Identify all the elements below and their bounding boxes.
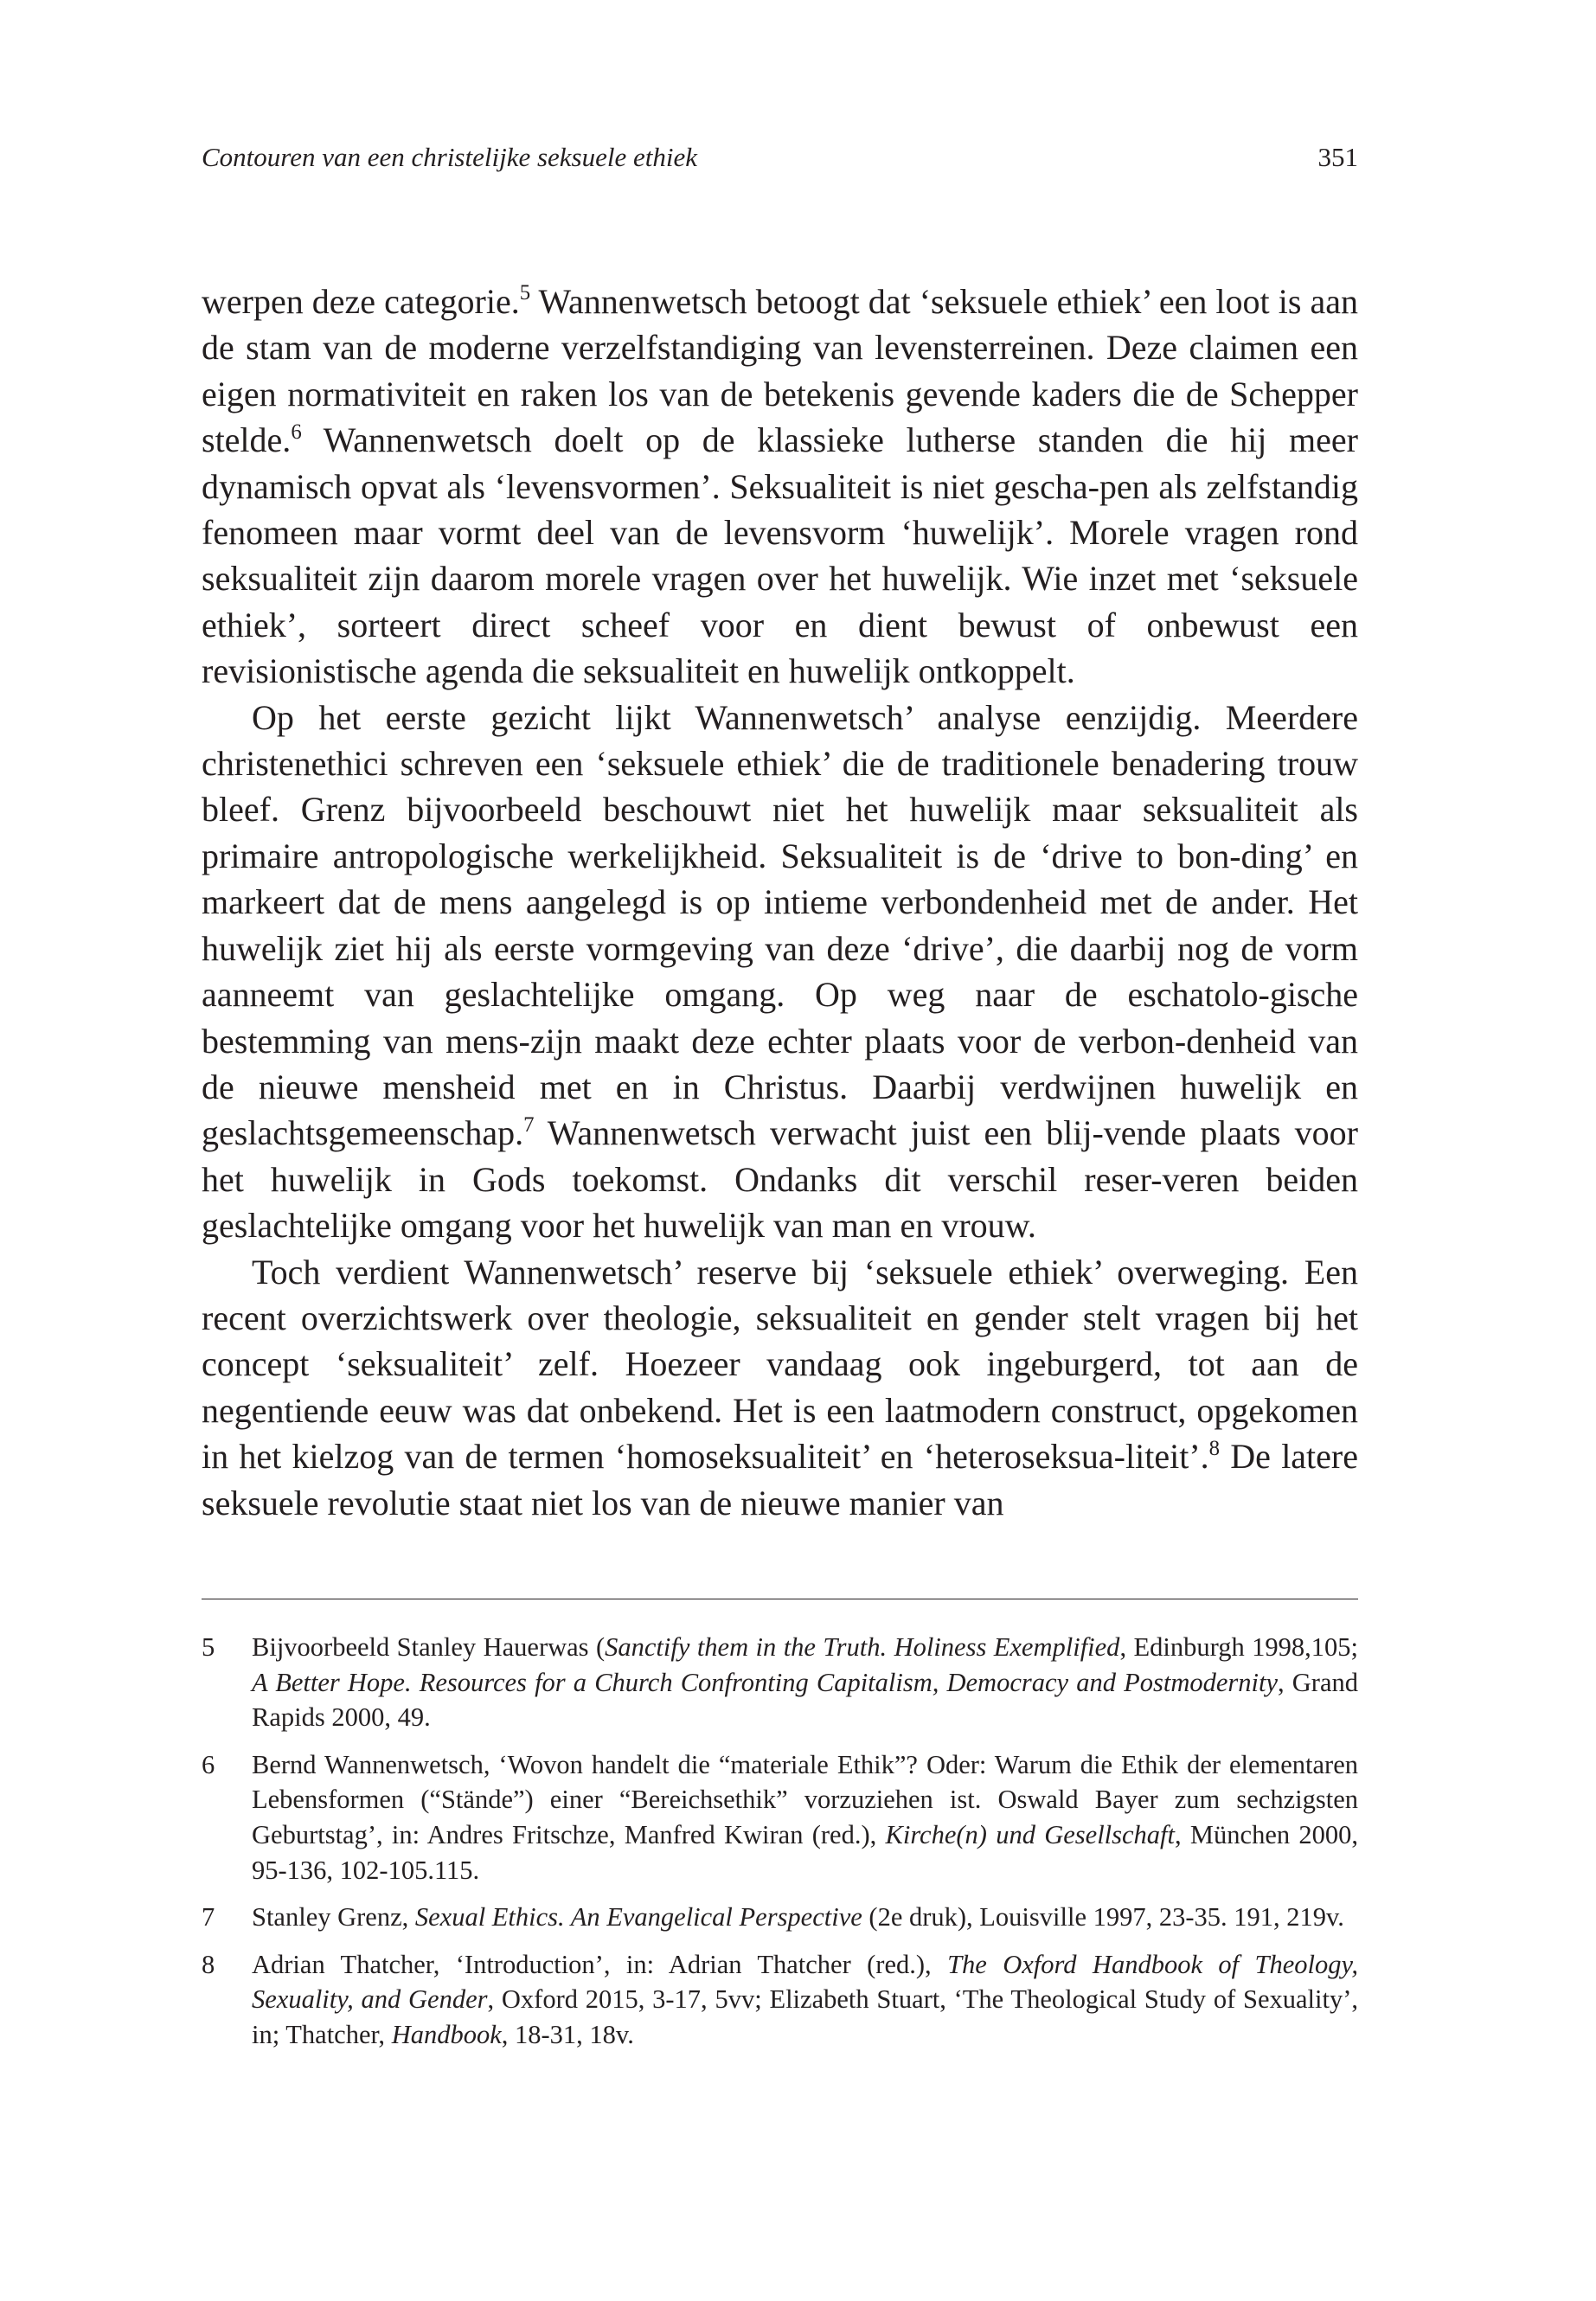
text-run: vende plaats voor het huwelijk in Gods toekomst. Ondanks dit verschil reser- [202,1113,1358,1199]
text-run: Wannenwetsch doelt op de klassieke lutherse standen die hij meer dynamisch opvat als ‘levensvormen’. Seksualiteit is niet gescha- [202,420,1358,506]
footnote-ref-5[interactable]: 5 [519,281,531,305]
text-run: gische bestemming van mens-zijn maakt deze echter plaats voor de verbon- [202,975,1358,1061]
footnote-ref-8[interactable]: 8 [1208,1436,1221,1460]
text-run: Wannenwetsch betoogt dat ‘seksuele ethiek’ een loot is aan de stam van de moderne verzelfstandiging van levensterreinen. Deze claimen een eigen normativiteit en raken los van de betekenis gevende kaders die de Schepper stelde. [202,282,1358,460]
footnote-text [252,1747,1358,1888]
text-run: Stanley Grenz, [252,1902,415,1932]
footnotes [202,1630,1358,2065]
text-run: pen als zelfstandig fenomeen maar vormt deel van de levensvorm ‘huwelijk’. Morele vragen rond seksualiteit zijn daarom morele vragen over het huwelijk. Wie inzet met ‘seksuele ethiek’, sorteert direct scheef voor en dient bewust of onbewust een revisionistische agenda die seksualiteit en huwelijk ontkoppelt. [202,466,1358,691]
text-run: , Oxford 2015, 3-17, 5vv; Elizabeth Stuart, ‘The Theological Study of Sexuality’, in; Thatcher, [252,1984,1358,2049]
text-run: Toch verdient Wannenwetsch’ reserve bij ‘seksuele ethiek’ overweging. Een recent overzichtswerk over theologie, seksualiteit en gender stelt vragen bij het concept ‘seksualiteit’ zelf. Hoezeer vandaag ook ingeburgerd, tot aan de negentiende eeuw was dat onbekend. Het is een laatmodern construct, opgekomen in het kielzog van de termen ‘homoseksualiteit’ en ‘heteroseksua- [202,1252,1358,1477]
text-run: ding’ en markeert dat de mens aangelegd is op intieme verbondenheid met de ander. Het huwelijk ziet hij als eerste vormgeving van deze ‘drive’, die daarbij nog de vorm aanneemt van geslachtelijke omgang. Op weg naar de eschatolo- [202,836,1359,1015]
text-run: (2e druk), Louisville 1997, 23-35. 191, 219v. [862,1902,1344,1932]
title-italic: Sexual Ethics. An Evangelical Perspective [414,1902,862,1932]
footnote-6 [202,1747,1358,1888]
running-head [202,140,1358,175]
running-title: Contouren van een christelijke seksuele ethiek [202,142,698,172]
title-italic: Handbook [391,2019,502,2049]
text-run: liteit’. [1125,1437,1209,1477]
footnote-number: 5 [202,1632,215,1662]
text-run: Op het eerste gezicht lijkt Wannenwetsch’ analyse eenzijdig. Meerdere christenethici schreven een ‘seksuele ethiek’ die de traditionele benadering trouw bleef. Grenz bijvoorbeeld beschouwt niet het huwelijk maar seksualiteit als primaire antropologische werkelijkheid. Seksualiteit is de ‘drive to bon- [202,697,1358,875]
text-run: werpen deze categorie. [202,282,520,321]
text-run: Adrian Thatcher, ‘Introduction’, in: Adrian Thatcher (red.), [252,1949,948,1979]
footnote-text [252,1900,1358,1935]
footnote-ref-7[interactable]: 7 [523,1112,535,1137]
text-run: De latere seksuele revolutie staat niet los van de nieuwe manier van [202,1437,1358,1522]
footnote-ref-6[interactable]: 6 [291,420,302,444]
paragraph-1 [202,279,1358,695]
title-italic: Kirche(n) und Gesellschaft [885,1819,1176,1849]
text-run: veren beiden geslachtelijke omgang voor het huwelijk van man en vrouw. [202,1159,1358,1246]
footnote-number: 8 [202,1949,215,1979]
body-text [202,279,1358,1526]
footnote-8 [202,1947,1358,2053]
footnote-7 [202,1900,1358,1935]
text-run: , München 2000, 95-136, 102-105.115. [252,1819,1358,1885]
text-run: , 18-31, 18v. [501,2019,634,2049]
footnote-number: 7 [202,1902,215,1932]
text-run: Bijvoorbeeld Stanley Hauerwas ( [252,1632,606,1662]
title-italic: A Better Hope. Resources for a Church Confronting Capitalism, Democracy and Postmodernity [252,1667,1278,1697]
text-run: , Grand Rapids 2000, 49. [252,1667,1358,1733]
footnote-5 [202,1630,1358,1735]
footnote-text [252,1630,1358,1735]
paragraph-2 [202,695,1358,1249]
title-italic: Sanctify them in the Truth. Holiness Exemplified [605,1632,1120,1662]
text-run: , Edinburgh 1998,105; [1119,1632,1358,1662]
paragraph-3 [202,1249,1358,1526]
footnote-text [252,1947,1358,2053]
footnote-number: 6 [202,1749,215,1779]
text-run: denheid van de nieuwe mensheid met en in Christus. Daarbij verdwijnen huwelijk en geslachtsgemeenschap. [202,1021,1358,1153]
title-italic: The Oxford Handbook of Theology, Sexuality, and Gender [252,1949,1359,2015]
page-number: 351 [1317,142,1358,172]
text-run: Bernd Wannenwetsch, ‘Wovon handelt die “materiale Ethik”? Oder: Warum die Ethik der elementaren Lebensformen (“Stände”) einer “Bereichsethik” vorzuziehen ist. Oswald Bayer zum sechzigsten Geburtstag’, in: Andres Fritschze, Manfred Kwiran (red.), [252,1749,1358,1849]
text-run: Wannenwetsch verwacht juist een blij- [534,1113,1104,1153]
